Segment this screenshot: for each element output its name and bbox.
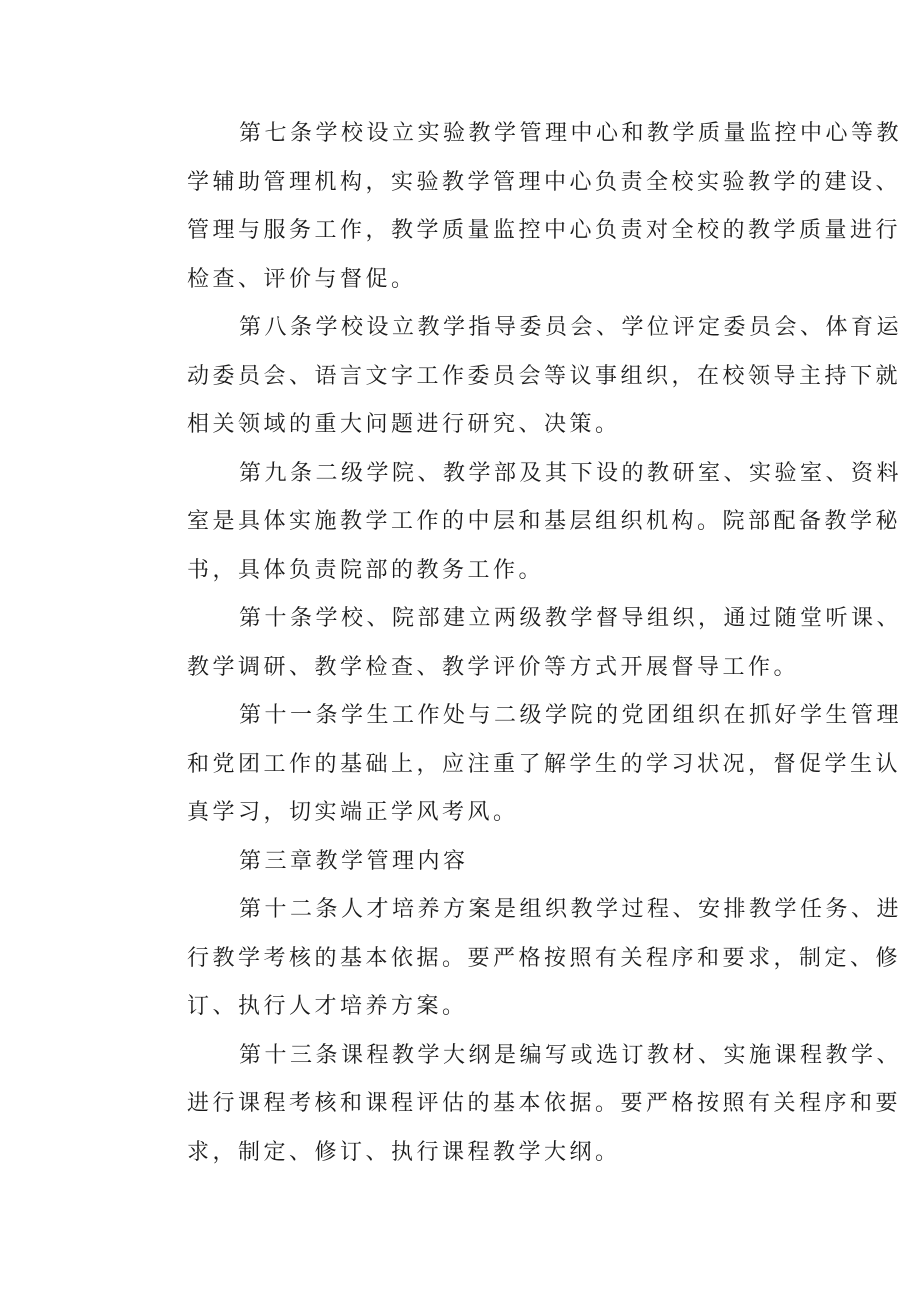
text-line: 检查、评价与督促。 [187,266,417,292]
text-line: 第九条二级学院、教学部及其下设的教研室、实验室、资料 [239,460,903,486]
text-line: 进行课程考核和课程评估的基本依据。要严格按照有关程序和要 [187,1091,902,1116]
text-line: 求，制定、修订、执行课程教学大纲。 [187,1139,621,1165]
text-line: 第十一条学生工作处与二级学院的党团组织在抓好学生管理 [239,703,903,728]
paragraph-article-8 [135,304,903,450]
text-line: 动委员会、语言文字工作委员会等议事组织，在校领导主持下就 [187,363,902,389]
text-line: 管理与服务工作，教学质量监控中心负责对全校的教学质量进行 [187,218,902,243]
paragraph-article-7 [135,110,903,304]
text-line: 书，具体负责院部的教务工作。 [187,557,545,583]
text-line: 相关领域的重大问题进行研究、决策。 [187,412,621,437]
paragraph-article-13 [135,1032,903,1178]
chapter-title: 第三章教学管理内容 [239,848,469,874]
document-body [135,110,903,1177]
text-line: 第十二条人才培养方案是组织教学过程、安排教学任务、进 [239,897,903,922]
paragraph-article-11 [135,692,903,838]
chapter-heading [135,838,790,887]
text-line: 第七条学校设立实验教学管理中心和教学质量监控中心等教 [239,121,903,146]
text-line: 真学习，切实端正学风考风。 [187,800,519,825]
text-line: 教学调研、教学检查、教学评价等方式开展督导工作。 [187,654,800,680]
text-line: 第十三条课程教学大纲是编写或选订教材、实施课程教学、 [239,1042,903,1068]
text-line: 订、执行人才培养方案。 [187,994,468,1019]
text-line: 和党团工作的基础上，应注重了解学生的学习状况，督促学生认 [187,751,902,777]
paragraph-article-9 [135,450,903,596]
text-line: 第八条学校设立教学指导委员会、学位评定委员会、体育运 [239,315,903,340]
text-line: 行教学考核的基本依据。要严格按照有关程序和要求，制定、修 [187,945,902,971]
paragraph-article-10 [135,595,903,692]
paragraph-article-12 [135,886,903,1032]
text-line: 第十条学校、院部建立两级教学督导组织，通过随堂听课、 [239,606,903,631]
text-line: 学辅助管理机构，实验教学管理中心负责全校实验教学的建设、 [187,169,902,195]
text-line: 室是具体实施教学工作的中层和基层组织机构。院部配备教学秘 [187,509,902,534]
